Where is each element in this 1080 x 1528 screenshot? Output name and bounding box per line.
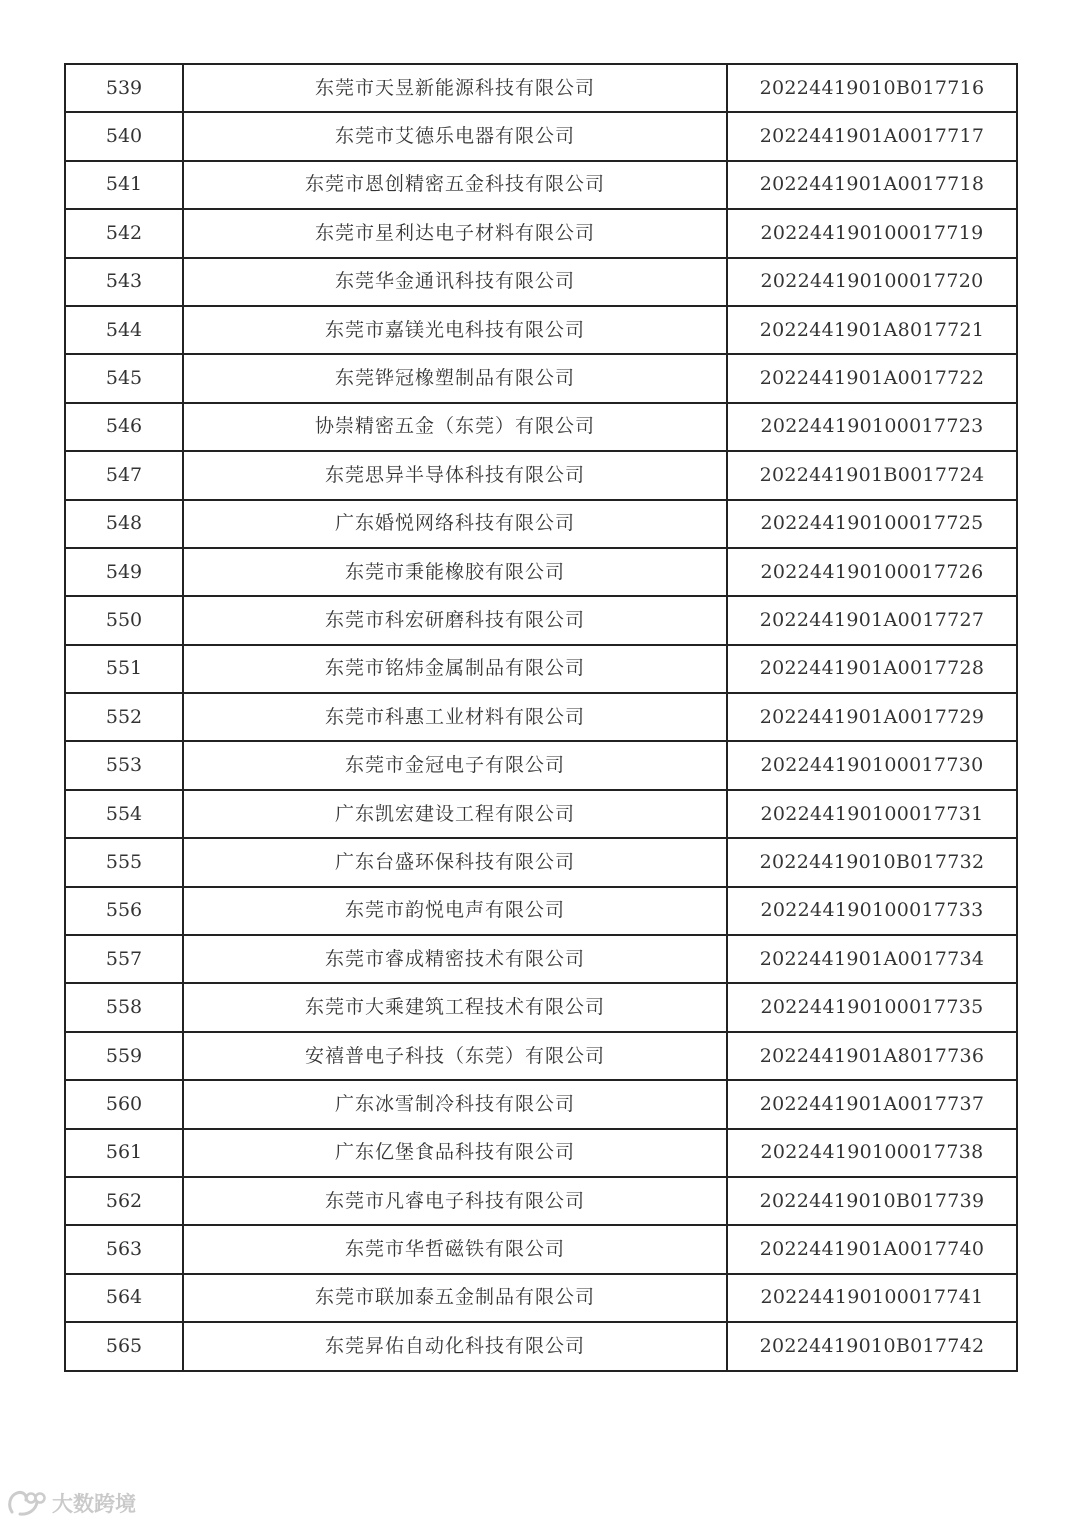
company-name: 广东冰雪制冷科技有限公司 [183,1080,727,1128]
registration-code: 2022441901A0017718 [727,161,1017,209]
brand-logo-icon [6,1488,46,1518]
registration-code: 202244190100017738 [727,1129,1017,1177]
row-number: 551 [65,645,183,693]
table-row [65,1225,1017,1273]
table-row [65,596,1017,644]
table-row [65,741,1017,789]
registration-code: 202244190100017720 [727,258,1017,306]
row-number: 555 [65,838,183,886]
company-name: 东莞华金通讯科技有限公司 [183,258,727,306]
company-name: 东莞思异半导体科技有限公司 [183,451,727,499]
table-row [65,887,1017,935]
table-row [65,838,1017,886]
row-number: 543 [65,258,183,306]
row-number: 539 [65,64,183,112]
watermark [6,1486,136,1520]
table-row [65,112,1017,160]
table-row [65,1177,1017,1225]
table-row [65,1080,1017,1128]
registration-code: 2022441901A0017729 [727,693,1017,741]
company-name: 东莞市恩创精密五金科技有限公司 [183,161,727,209]
registration-code: 2022441901A0017734 [727,935,1017,983]
company-name: 东莞铧冠橡塑制品有限公司 [183,354,727,402]
table-row [65,1274,1017,1322]
row-number: 548 [65,500,183,548]
company-name: 广东凯宏建设工程有限公司 [183,790,727,838]
row-number: 558 [65,983,183,1031]
table-row [65,161,1017,209]
company-name: 安禧普电子科技（东莞）有限公司 [183,1032,727,1080]
table-row [65,451,1017,499]
table-row [65,548,1017,596]
registration-code: 2022441901A0017740 [727,1225,1017,1273]
table-row [65,403,1017,451]
row-number: 561 [65,1129,183,1177]
company-name: 东莞市金冠电子有限公司 [183,741,727,789]
table-row [65,500,1017,548]
company-name: 东莞市科惠工业材料有限公司 [183,693,727,741]
row-number: 544 [65,306,183,354]
registration-code: 20224419010B017732 [727,838,1017,886]
table-row [65,693,1017,741]
row-number: 541 [65,161,183,209]
table-body [65,64,1017,1371]
registration-code: 2022441901A0017722 [727,354,1017,402]
watermark-text: 大数跨境 [52,1492,136,1516]
row-number: 553 [65,741,183,789]
registration-code: 202244190100017730 [727,741,1017,789]
row-number: 542 [65,209,183,257]
company-name: 广东婚悦网络科技有限公司 [183,500,727,548]
registration-code: 202244190100017719 [727,209,1017,257]
registration-code: 202244190100017741 [727,1274,1017,1322]
table-row [65,983,1017,1031]
row-number: 562 [65,1177,183,1225]
registration-code: 2022441901A0017727 [727,596,1017,644]
table-row [65,645,1017,693]
company-name: 东莞市铭炜金属制品有限公司 [183,645,727,693]
company-name: 东莞市天昱新能源科技有限公司 [183,64,727,112]
company-name: 东莞市秉能橡胶有限公司 [183,548,727,596]
company-name: 东莞市凡睿电子科技有限公司 [183,1177,727,1225]
table-row [65,790,1017,838]
company-name: 广东亿堡食品科技有限公司 [183,1129,727,1177]
registration-code: 2022441901A8017721 [727,306,1017,354]
company-name: 协崇精密五金（东莞）有限公司 [183,403,727,451]
company-name: 东莞市星利达电子材料有限公司 [183,209,727,257]
company-name: 东莞昇佑自动化科技有限公司 [183,1322,727,1370]
row-number: 557 [65,935,183,983]
table-row [65,64,1017,112]
row-number: 546 [65,403,183,451]
company-list-table [64,63,1018,1372]
table-row [65,1032,1017,1080]
table-row [65,209,1017,257]
row-number: 563 [65,1225,183,1273]
company-name: 东莞市韵悦电声有限公司 [183,887,727,935]
company-name: 东莞市大乘建筑工程技术有限公司 [183,983,727,1031]
registration-code: 202244190100017725 [727,500,1017,548]
row-number: 565 [65,1322,183,1370]
row-number: 547 [65,451,183,499]
company-name: 东莞市嘉镁光电科技有限公司 [183,306,727,354]
row-number: 549 [65,548,183,596]
row-number: 552 [65,693,183,741]
registration-code: 2022441901A8017736 [727,1032,1017,1080]
company-name: 东莞市华哲磁铁有限公司 [183,1225,727,1273]
registration-code: 202244190100017735 [727,983,1017,1031]
row-number: 556 [65,887,183,935]
registration-code: 2022441901A0017717 [727,112,1017,160]
registration-code: 2022441901A0017728 [727,645,1017,693]
registration-code: 202244190100017731 [727,790,1017,838]
table-row [65,258,1017,306]
table-row [65,1129,1017,1177]
table-row [65,1322,1017,1370]
registration-code: 202244190100017723 [727,403,1017,451]
table-row [65,935,1017,983]
registration-code: 202244190100017733 [727,887,1017,935]
company-name: 东莞市艾德乐电器有限公司 [183,112,727,160]
company-name: 东莞市睿成精密技术有限公司 [183,935,727,983]
registration-code: 20224419010B017739 [727,1177,1017,1225]
company-name: 广东台盛环保科技有限公司 [183,838,727,886]
row-number: 550 [65,596,183,644]
row-number: 560 [65,1080,183,1128]
table-row [65,354,1017,402]
row-number: 559 [65,1032,183,1080]
company-name: 东莞市联加泰五金制品有限公司 [183,1274,727,1322]
row-number: 545 [65,354,183,402]
table-row [65,306,1017,354]
registration-code: 2022441901B0017724 [727,451,1017,499]
company-name: 东莞市科宏研磨科技有限公司 [183,596,727,644]
registration-code: 202244190100017726 [727,548,1017,596]
row-number: 540 [65,112,183,160]
row-number: 554 [65,790,183,838]
registration-code: 20224419010B017742 [727,1322,1017,1370]
registration-code: 20224419010B017716 [727,64,1017,112]
registration-code: 2022441901A0017737 [727,1080,1017,1128]
row-number: 564 [65,1274,183,1322]
